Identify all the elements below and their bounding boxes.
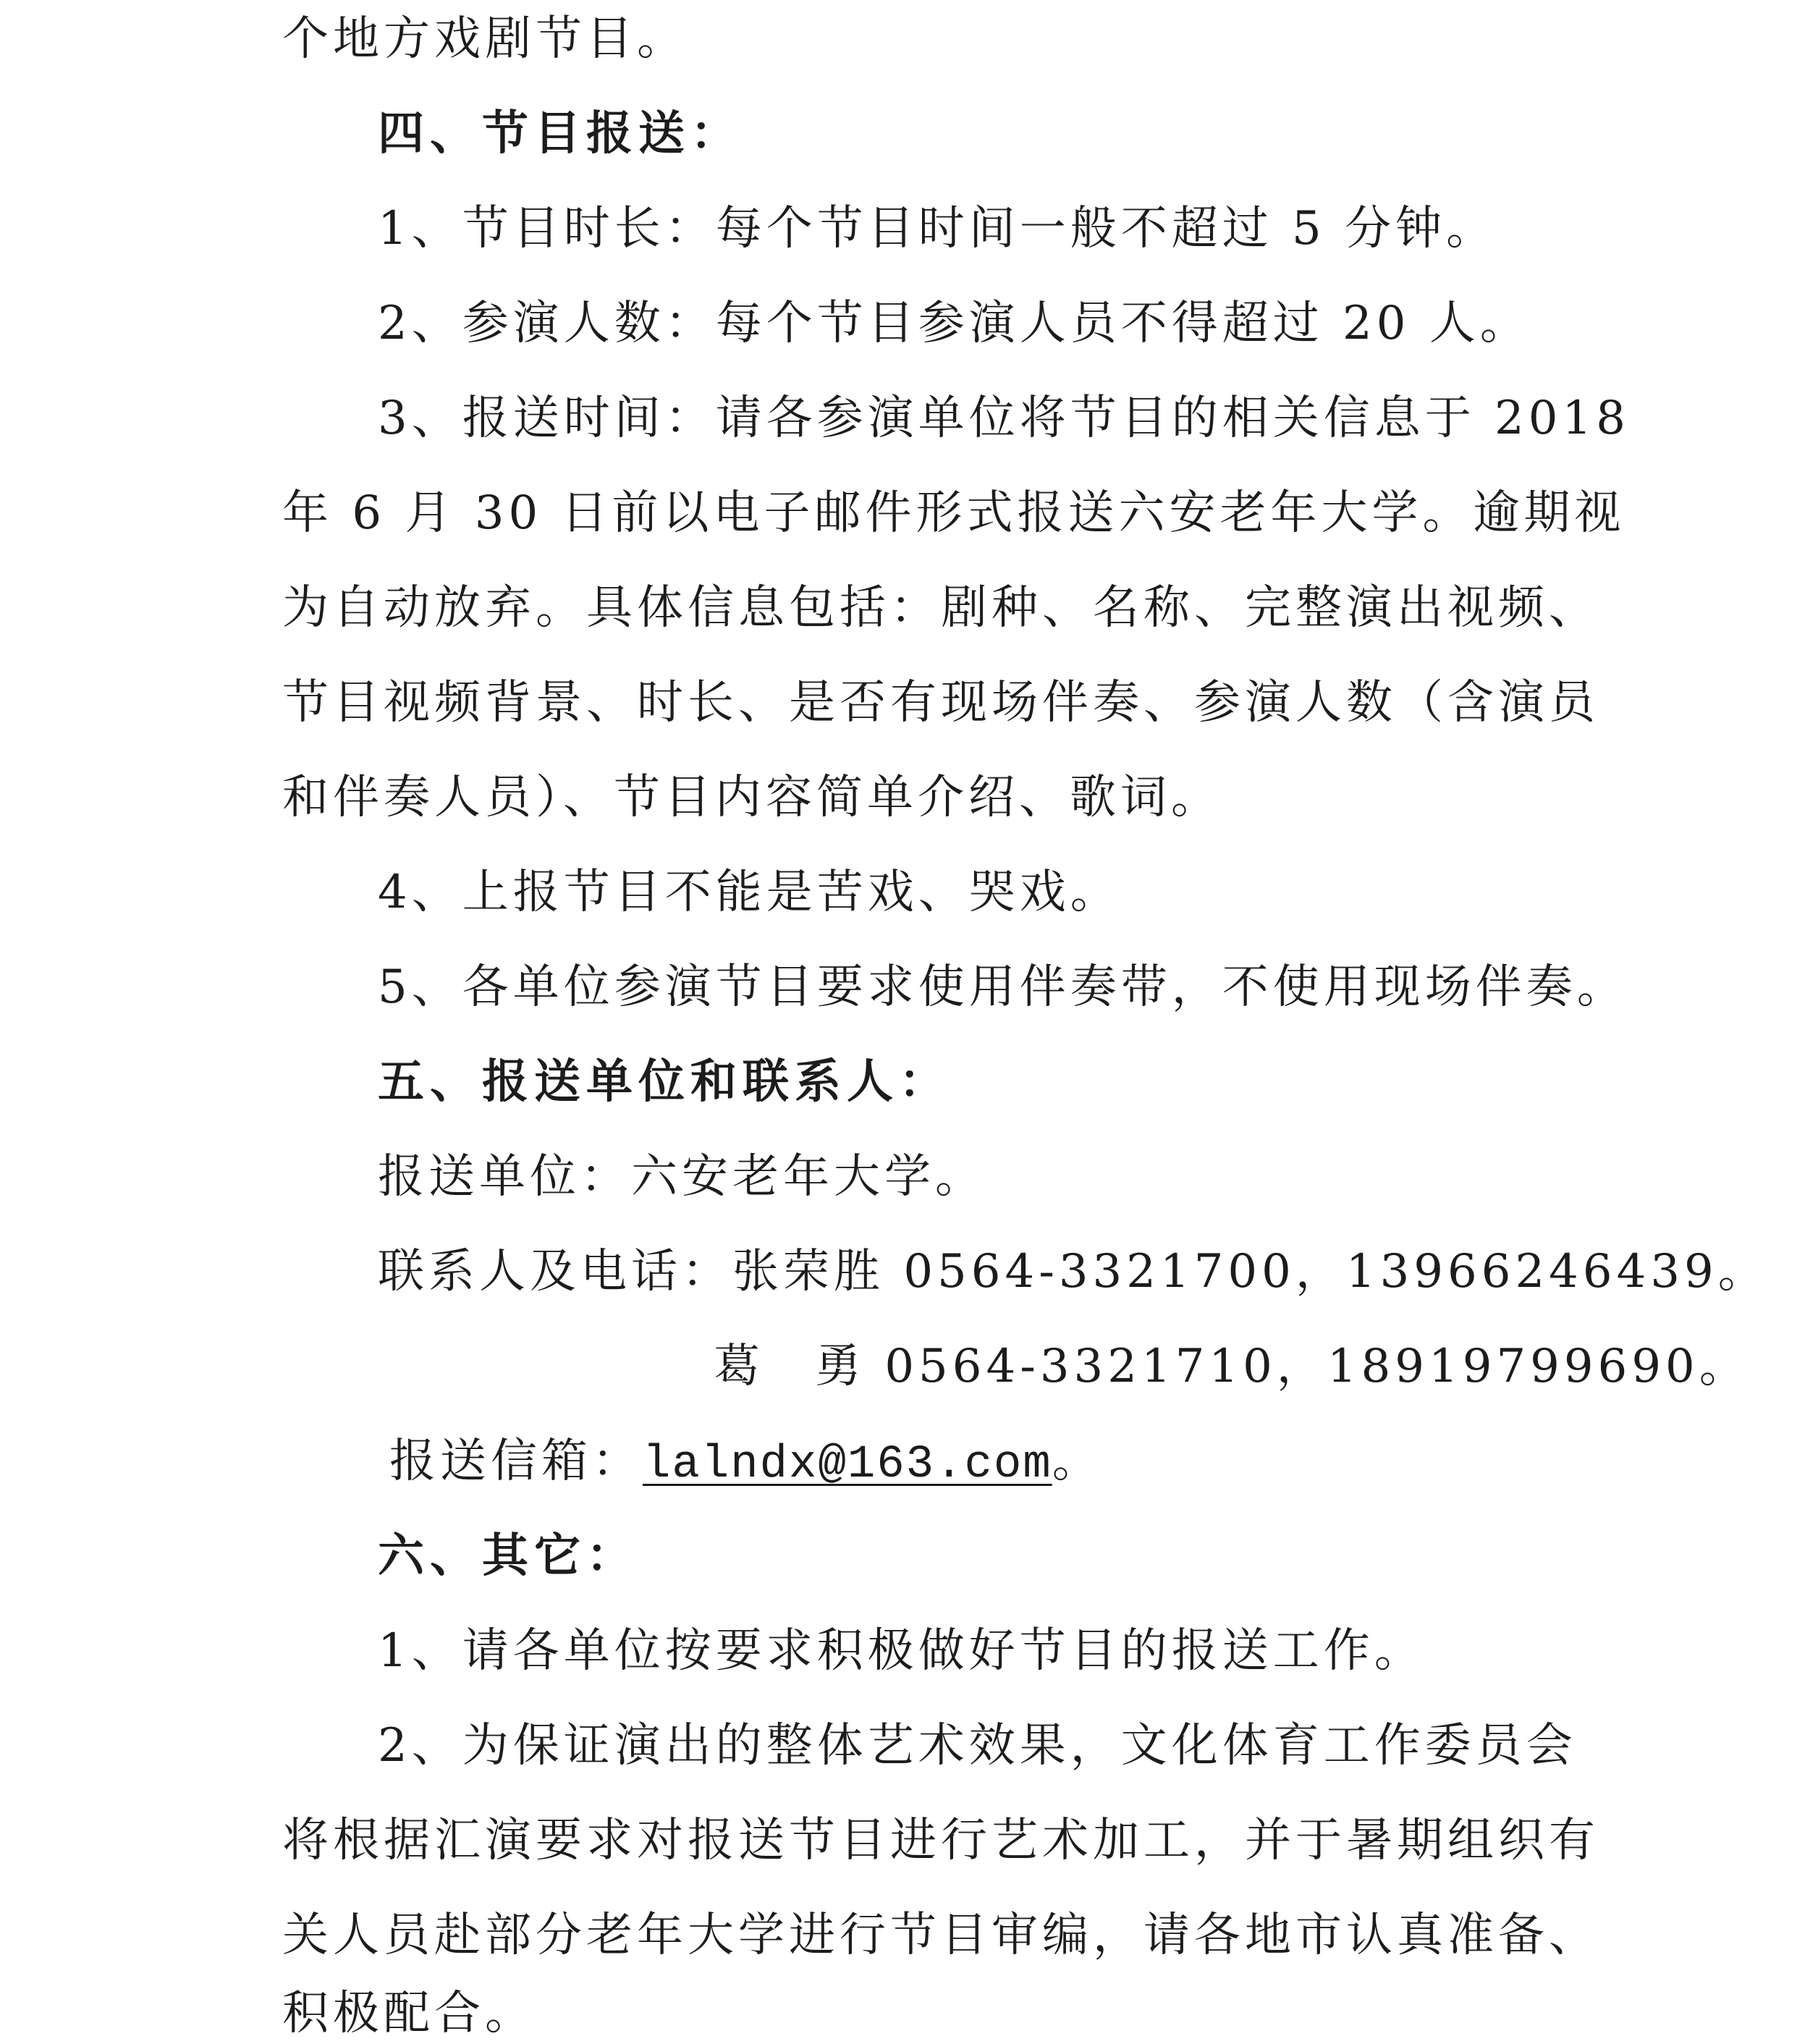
list-item-no-sad-plays: 4、上报节目不能是苦戏、哭戏。 — [378, 866, 1121, 919]
body-text-line: 积极配合。 — [282, 1987, 536, 2040]
contact-line-secondary: 葛 勇 0564-3321710，18919799690。 — [714, 1340, 1750, 1393]
section-heading-contacts: 五、报送单位和联系人： — [378, 1055, 951, 1109]
body-text-line: 年 6 月 30 日前以电子邮件形式报送六安老年大学。逾期视 — [282, 486, 1625, 540]
body-text-line: 个地方戏剧节目。 — [282, 12, 688, 66]
list-item-duration: 1、节目时长：每个节目时间一般不超过 5 分钟。 — [378, 202, 1497, 255]
list-item-artistic-effect: 2、为保证演出的整体艺术效果，文化体育工作委员会 — [378, 1719, 1577, 1773]
section-heading-program-submission: 四、节目报送： — [378, 107, 743, 161]
body-text-line: 关人员赴部分老年大学进行节目审编，请各地市认真准备、 — [282, 1909, 1599, 1962]
submitting-unit: 报送单位：六安老年大学。 — [378, 1150, 986, 1204]
email-link[interactable]: lalndx@163.com — [643, 1439, 1052, 1491]
section-heading-other: 六、其它： — [378, 1529, 638, 1583]
email-line — [389, 1432, 1103, 1494]
body-text-line: 为自动放弃。具体信息包括：剧种、名称、完整演出视频、 — [282, 581, 1599, 635]
body-text-line: 和伴奏人员）、节目内容简单介绍、歌词。 — [282, 771, 1222, 824]
list-item-performers: 2、参演人数：每个节目参演人员不得超过 20 人。 — [378, 297, 1531, 350]
body-text-line: 将根据汇演要求对报送节目进行艺术加工，并于暑期组织有 — [282, 1814, 1599, 1867]
email-label: 报送信箱： — [389, 1435, 643, 1488]
body-text-line: 节目视频背景、时长、是否有现场伴奏、参演人数（含演员 — [282, 676, 1599, 730]
list-item-backing-track: 5、各单位参演节目要求使用伴奏带，不使用现场伴奏。 — [378, 960, 1628, 1014]
email-period: 。 — [1052, 1435, 1103, 1488]
contact-line-primary: 联系人及电话：张荣胜 0564-3321700，13966246439。 — [378, 1245, 1769, 1298]
list-item-submission-time: 3、报送时间：请各参演单位将节目的相关信息于 2018 — [378, 392, 1630, 445]
list-item-active-submission: 1、请各单位按要求积极做好节目的报送工作。 — [378, 1624, 1425, 1678]
